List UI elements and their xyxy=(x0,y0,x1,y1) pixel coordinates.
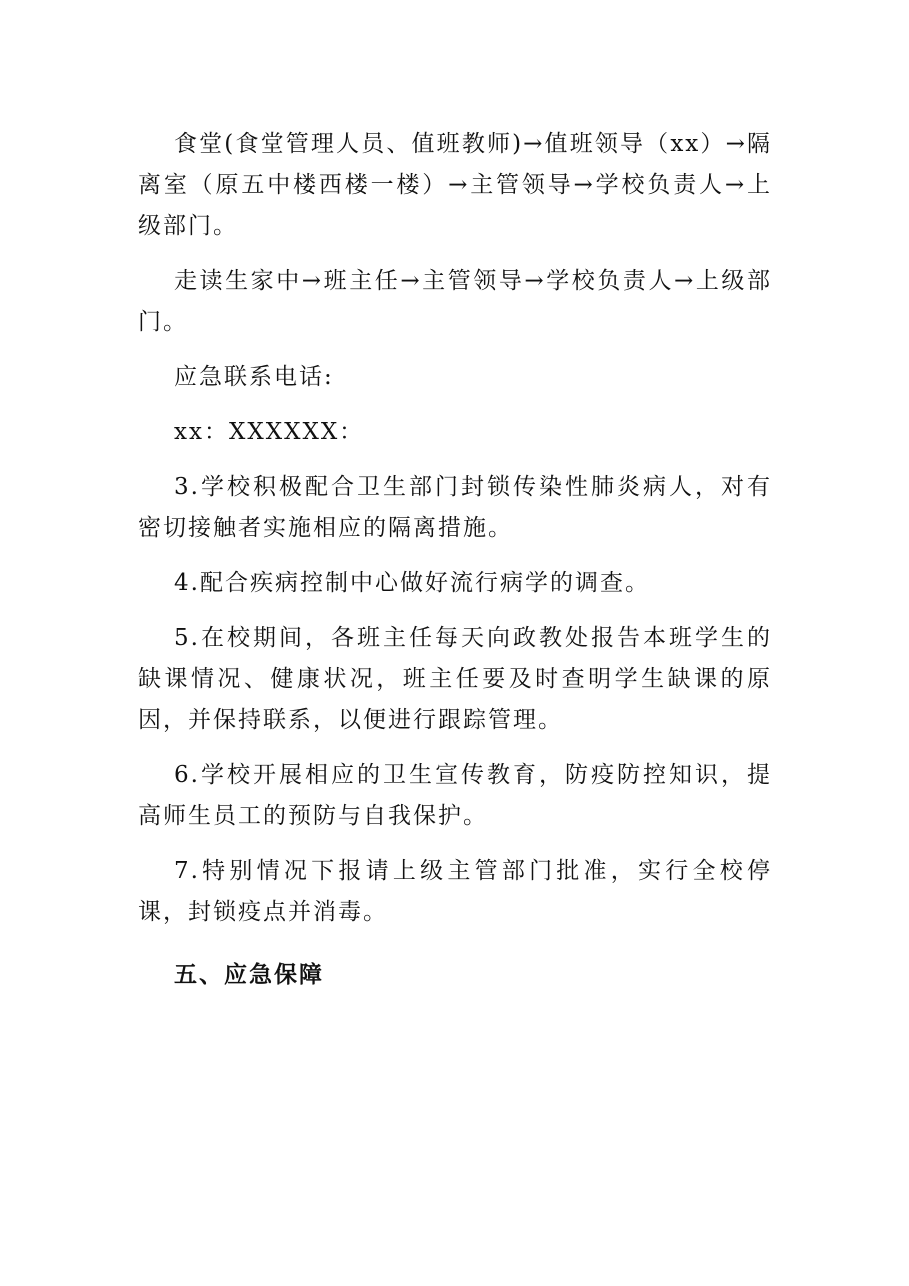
paragraph-item-6: 6.学校开展相应的卫生宣传教育，防疫防控知识，提高师生员工的预防与自我保护。 xyxy=(138,762,772,829)
document-body xyxy=(138,124,772,996)
paragraph-item-3: 3.学校积极配合卫生部门封锁传染性肺炎病人，对有密切接触者实施相应的隔离措施。 xyxy=(138,474,772,541)
paragraph-emergency-contact-number: xx：XXXXXX： xyxy=(174,419,365,445)
section-heading: 五、应急保障 xyxy=(174,962,324,988)
paragraph-item-7: 7.特别情况下报请上级主管部门批准，实行全校停课，封锁疫点并消毒。 xyxy=(138,858,772,925)
paragraph-emergency-contact-label: 应急联系电话: xyxy=(174,364,334,390)
paragraph-day-student-reporting-chain: 走读生家中→班主任→主管领导→学校负责人→上级部门。 xyxy=(138,268,772,335)
paragraph-item-4: 4.配合疾病控制中心做好流行病学的调查。 xyxy=(174,570,650,596)
paragraph-item-5: 5.在校期间，各班主任每天向政教处报告本班学生的缺课情况、健康状况，班主任要及时查明学生缺课的原因，并保持联系，以便进行跟踪管理。 xyxy=(138,625,772,733)
paragraph-canteen-reporting-chain: 食堂(食堂管理人员、值班教师)→值班领导（xx）→隔离室（原五中楼西楼一楼）→主管领导→学校负责人→上级部门。 xyxy=(138,131,772,239)
